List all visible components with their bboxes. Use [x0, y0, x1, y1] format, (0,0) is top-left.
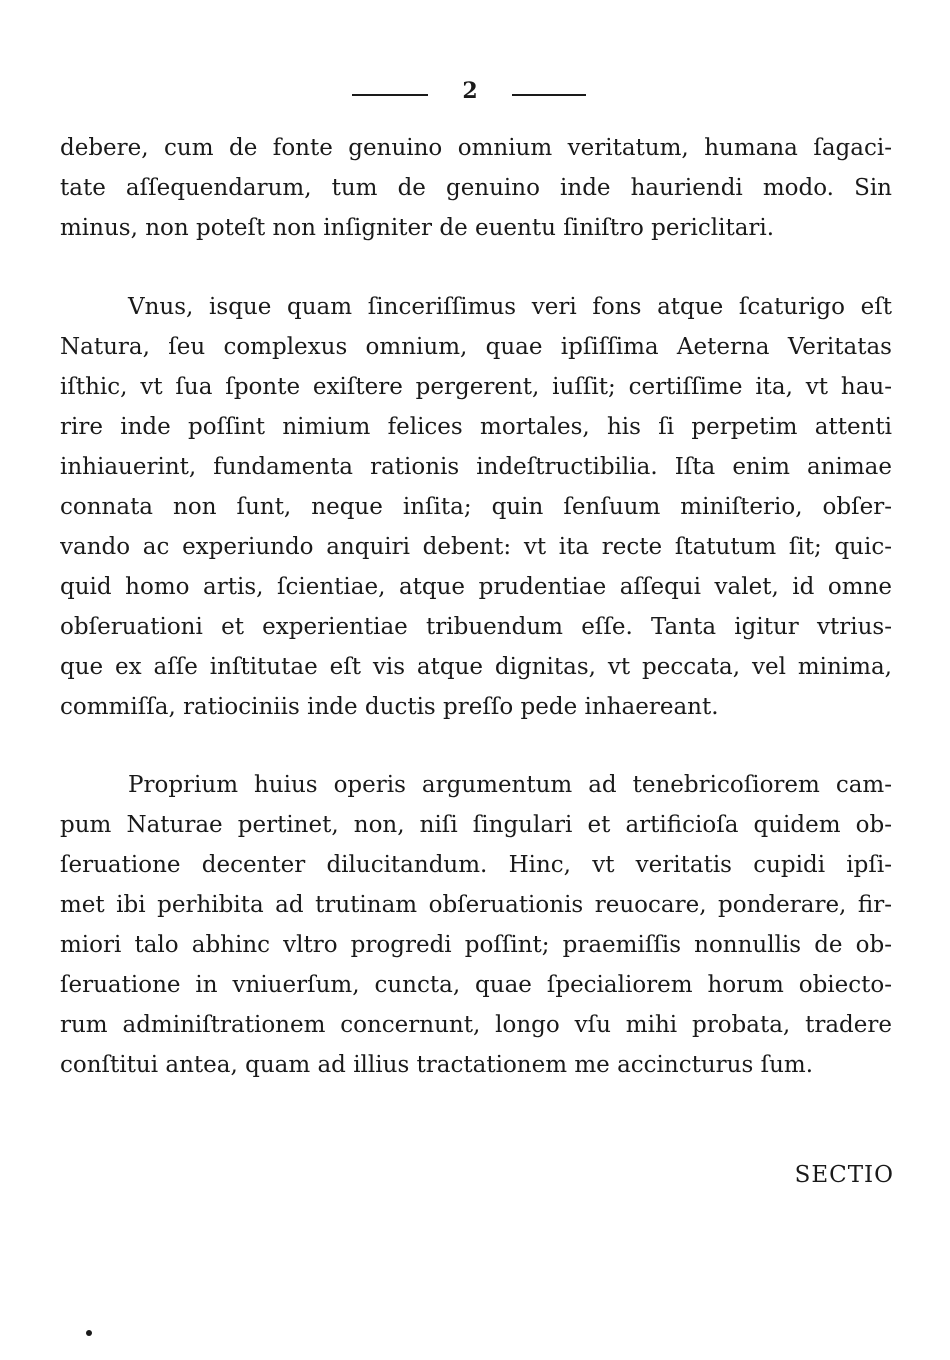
text-line: rire inde poſſint nimium felices mortales, his ſi perpetim attenti [60, 414, 892, 440]
text-line: conſtitui antea, quam ad illius tractationem me accincturus ſum. [60, 1052, 814, 1078]
paragraph-3 [60, 765, 892, 1085]
text-line: que ex aſſe inſtitutae eſt vis atque dignitas, vt peccata, vel minima, [60, 654, 892, 680]
text-line: commiſſa, ratiociniis inde ductis preſſo pede inhaereant. [60, 694, 719, 720]
catchword: SECTIO [794, 1162, 894, 1188]
text-line: Natura, ſeu complexus omnium, quae ipſiſſima Aeterna Veritatas [60, 334, 892, 360]
page-header [0, 78, 950, 108]
paragraph-2 [60, 287, 892, 727]
text-line: met ibi perhibita ad trutinam obſeruationis reuocare, ponderare, fir- [60, 892, 892, 918]
ink-speck [86, 1330, 92, 1336]
text-line: debere, cum de fonte genuino omnium veritatum, humana ſagaci- [60, 135, 892, 161]
text-line: iſthic, vt ſua ſponte exiſtere pergerent, iuſſit; certiſſime ita, vt hau- [60, 374, 892, 400]
paragraph-1 [60, 128, 892, 248]
header-rule-right [512, 94, 586, 96]
text-line: Vnus, isque quam ſinceriſſimus veri fons atque ſcaturigo eſt [128, 294, 892, 320]
header-rule-left [352, 94, 428, 96]
text-line: rum adminiſtrationem concernunt, longo vſu mihi probata, tradere [60, 1012, 892, 1038]
text-line: inhiauerint, fundamenta rationis indeſtructibilia. Iſta enim animae [60, 454, 892, 480]
text-line: tate aſſequendarum, tum de genuino inde hauriendi modo. Sin [60, 175, 892, 201]
text-line: miori talo abhinc vltro progredi poſſint; praemiſſis nonnullis de ob- [60, 932, 892, 958]
text-line: obſeruationi et experientiae tribuendum eſſe. Tanta igitur vtrius- [60, 614, 892, 640]
text-line: vando ac experiundo anquiri debent: vt ita recte ſtatutum ſit; quic- [60, 534, 892, 560]
text-line: connata non ſunt, neque inſita; quin ſenſuum miniſterio, obſer- [60, 494, 892, 520]
text-line: ſeruatione in vniuerſum, cuncta, quae ſpecialiorem horum obiecto- [60, 972, 892, 998]
page-number: 2 [462, 78, 478, 104]
text-line: Proprium huius operis argumentum ad tenebricoſiorem cam- [128, 772, 892, 798]
text-line: pum Naturae pertinet, non, niſi ſingulari et artificioſa quidem ob- [60, 812, 892, 838]
text-line: ſeruatione decenter dilucitandum. Hinc, vt veritatis cupidi ipſi- [60, 852, 892, 878]
text-line: quid homo artis, ſcientiae, atque prudentiae aſſequi valet, id omne [60, 574, 892, 600]
text-line: minus, non poteſt non inſigniter de euentu ſiniſtro periclitari. [60, 215, 775, 241]
